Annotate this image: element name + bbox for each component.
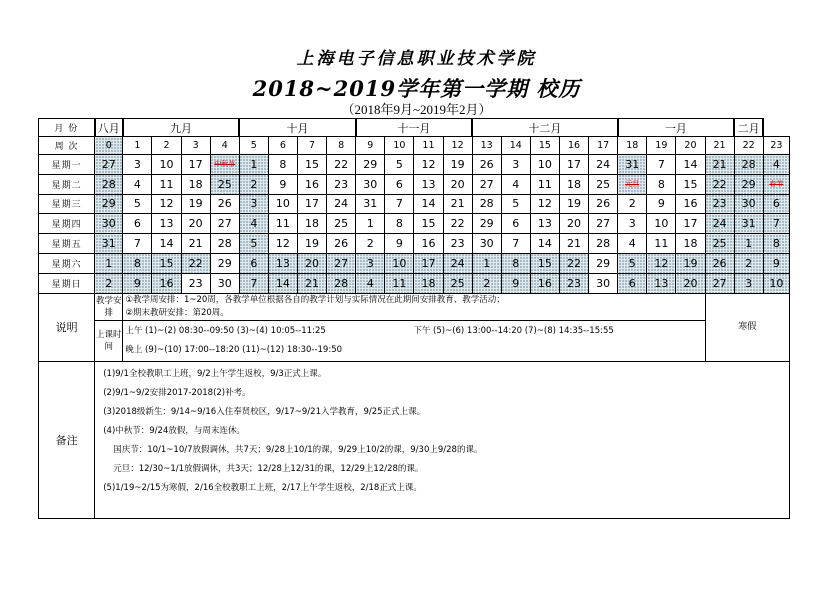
month-header: 二月 — [734, 119, 763, 137]
date-cell: 3 — [618, 214, 647, 234]
date-cell: 1 — [472, 253, 501, 273]
date-cell: 15 — [530, 253, 559, 273]
week-number: 16 — [559, 137, 588, 155]
date-cell: 10 — [268, 194, 297, 214]
date-cell: 3 — [734, 273, 763, 293]
date-cell: 10 — [385, 253, 414, 273]
school-name: 上海电子信息职业技术学院 — [296, 49, 537, 69]
date-cell: 7 — [385, 194, 414, 214]
date-cell: 12 — [152, 194, 181, 214]
date-cell: 2 — [734, 253, 763, 273]
winter-vacation: 寒假 — [705, 293, 789, 361]
date-cell: 3 — [239, 194, 268, 214]
date-cell: 12 — [414, 155, 443, 175]
date-cell: 2 — [95, 273, 123, 293]
date-cell: 7 — [763, 214, 789, 234]
date-cell: 23 — [559, 273, 588, 293]
date-cell: 15 — [297, 155, 326, 175]
date-cell: 28 — [472, 194, 501, 214]
date-cell: 30 — [734, 194, 763, 214]
remark-line: 元旦：12/30~1/1放假调休，共3天；12/28上12/31的课，12/29上12/28的课。 — [113, 463, 424, 474]
date-cell: 10 — [647, 214, 676, 234]
week-number: 4 — [210, 137, 239, 155]
date-cell: 15 — [152, 253, 181, 273]
date-cell: 9 — [647, 194, 676, 214]
week-number: 19 — [647, 137, 676, 155]
date-cell: 17 — [414, 253, 443, 273]
remark-line: (3)2018级新生：9/14~9/16入住奉贤校区，9/17~9/21入学教育，9/25正式上课。 — [103, 406, 426, 417]
date-cell: 5 — [239, 234, 268, 254]
weekday-label: 星期一 — [39, 155, 95, 175]
remarks-label: 备注 — [39, 361, 95, 518]
date-cell: 8 — [647, 174, 676, 194]
date-cell: 10 — [152, 155, 181, 175]
date-cell: 31 — [95, 234, 123, 254]
date-cell: 19 — [443, 155, 472, 175]
date-cell: 6 — [501, 214, 530, 234]
date-cell: 24 — [589, 155, 618, 175]
date-cell: 26 — [472, 155, 501, 175]
week-number: 9 — [356, 137, 385, 155]
week-number: 20 — [676, 137, 705, 155]
date-cell: 6 — [239, 253, 268, 273]
date-cell: 2 — [472, 273, 501, 293]
date-cell: 29 — [95, 194, 123, 214]
date-cell: 7 — [501, 234, 530, 254]
date-cell: 17 — [559, 155, 588, 175]
remarks-content — [95, 361, 790, 518]
week-number: 0 — [95, 137, 123, 155]
weekday-label: 星期五 — [39, 234, 95, 254]
date-cell: 8 — [763, 234, 789, 254]
date-cell: 29 — [356, 155, 385, 175]
date-cell: 23 — [443, 234, 472, 254]
date-cell: 19 — [181, 194, 210, 214]
date-cell: 30 — [95, 214, 123, 234]
remark-line: 国庆节：10/1~10/7放假调休，共7天；9/28上10/1的课，9/29上10/2的课，9/30上9/28的课。 — [113, 444, 483, 455]
date-cell: 28 — [327, 273, 356, 293]
date-cell: 14 — [530, 234, 559, 254]
date-cell: 2 — [356, 234, 385, 254]
week-number: 14 — [501, 137, 530, 155]
month-header: 九月 — [123, 119, 239, 137]
calendar-title: 2018~2019学年第一学期 校历 — [252, 76, 581, 101]
date-cell: 19 — [559, 194, 588, 214]
date-cell: 30 — [356, 174, 385, 194]
date-cell: 16 — [297, 174, 326, 194]
date-cell: 20 — [676, 273, 705, 293]
date-cell: 27 — [705, 273, 734, 293]
date-cell: 30 — [210, 273, 239, 293]
date-cell: 8 — [123, 253, 152, 273]
date-cell: 21 — [443, 194, 472, 214]
date-cell: 14 — [268, 273, 297, 293]
month-header: 一月 — [618, 119, 734, 137]
date-cell: 13 — [152, 214, 181, 234]
date-cell: 23 — [327, 174, 356, 194]
date-cell: 30 — [589, 273, 618, 293]
remark-line: (4)中秋节：9/24放假，与周末连休。 — [103, 425, 245, 436]
date-cell: 27 — [589, 214, 618, 234]
class-time-label: 上课时间 — [95, 320, 123, 361]
date-cell: 26 — [705, 253, 734, 273]
date-cell: 15 — [676, 174, 705, 194]
date-cell: 11 — [152, 174, 181, 194]
date-cell: 12 — [647, 253, 676, 273]
weekday-label: 星期三 — [39, 194, 95, 214]
date-cell: 25 — [443, 273, 472, 293]
week-number: 11 — [414, 137, 443, 155]
date-cell: 23 — [181, 273, 210, 293]
date-cell: 20 — [443, 174, 472, 194]
date-cell: 2 — [618, 194, 647, 214]
date-cell: 13 — [414, 174, 443, 194]
date-cell: 11 — [647, 234, 676, 254]
date-cell: 29 — [210, 253, 239, 273]
teach-line: ②期末教研安排：第20周。 — [125, 307, 229, 318]
date-cell: 26 — [589, 194, 618, 214]
holiday-cell: 中秋节 — [210, 155, 239, 175]
date-cell: 3 — [501, 155, 530, 175]
weekday-label: 星期四 — [39, 214, 95, 234]
week-number: 12 — [443, 137, 472, 155]
date-cell: 22 — [181, 253, 210, 273]
morning-schedule: 上午 (1)~(2) 08:30--09:50 (3)~(4) 10:05--11:25 — [125, 325, 326, 336]
weekday-label: 星期二 — [39, 174, 95, 194]
date-cell: 16 — [676, 194, 705, 214]
date-cell: 25 — [327, 214, 356, 234]
teach-label: 教学安排 — [95, 293, 123, 320]
weekday-label: 星期六 — [39, 253, 95, 273]
week-number: 2 — [152, 137, 181, 155]
date-cell: 13 — [647, 273, 676, 293]
date-cell: 25 — [589, 174, 618, 194]
class-time-content — [123, 320, 705, 361]
month-header: 八月 — [95, 119, 123, 137]
date-cell: 27 — [95, 155, 123, 175]
date-cell: 6 — [385, 174, 414, 194]
date-cell: 27 — [472, 174, 501, 194]
date-cell: 15 — [414, 214, 443, 234]
date-cell: 26 — [327, 234, 356, 254]
date-cell: 23 — [705, 194, 734, 214]
date-cell: 8 — [385, 214, 414, 234]
week-number: 13 — [472, 137, 501, 155]
teach-line: ①教学周安排：1~20周，各教学单位根据各自的教学计划与实际情况在此期间安排教育、教学活动； — [125, 294, 505, 305]
date-cell: 8 — [268, 155, 297, 175]
date-cell: 13 — [530, 214, 559, 234]
date-cell: 1 — [239, 155, 268, 175]
date-cell: 17 — [297, 194, 326, 214]
date-cell: 5 — [123, 194, 152, 214]
date-cell: 21 — [705, 155, 734, 175]
date-cell: 3 — [123, 155, 152, 175]
date-cell: 6 — [123, 214, 152, 234]
date-cell: 10 — [530, 155, 559, 175]
date-cell: 7 — [647, 155, 676, 175]
date-cell: 19 — [297, 234, 326, 254]
date-cell: 22 — [443, 214, 472, 234]
date-cell: 7 — [239, 273, 268, 293]
weekday-label: 星期日 — [39, 273, 95, 293]
date-cell: 28 — [734, 155, 763, 175]
month-header: 十一月 — [356, 119, 472, 137]
date-cell: 28 — [210, 234, 239, 254]
date-cell: 20 — [297, 253, 326, 273]
date-cell: 18 — [676, 234, 705, 254]
week-number: 1 — [123, 137, 152, 155]
date-cell: 29 — [472, 214, 501, 234]
date-cell: 17 — [676, 214, 705, 234]
week-number: 6 — [268, 137, 297, 155]
date-cell: 18 — [414, 273, 443, 293]
week-number: 17 — [589, 137, 618, 155]
week-number: 7 — [297, 137, 326, 155]
date-cell: 17 — [181, 155, 210, 175]
date-cell: 10 — [763, 273, 789, 293]
date-cell: 6 — [763, 194, 789, 214]
date-cell: 12 — [268, 234, 297, 254]
date-cell: 22 — [327, 155, 356, 175]
date-cell: 16 — [414, 234, 443, 254]
week-label: 周 次 — [39, 137, 95, 155]
date-cell: 14 — [152, 234, 181, 254]
week-number: 10 — [385, 137, 414, 155]
date-cell: 25 — [210, 174, 239, 194]
date-cell: 21 — [559, 234, 588, 254]
date-cell: 31 — [734, 214, 763, 234]
date-cell: 2 — [239, 174, 268, 194]
week-number: 3 — [181, 137, 210, 155]
holiday-cell: 元旦 — [618, 174, 647, 194]
date-cell: 28 — [95, 174, 123, 194]
holiday-cell: 春节 — [763, 174, 789, 194]
date-cell: 18 — [297, 214, 326, 234]
date-cell: 14 — [676, 155, 705, 175]
date-cell: 24 — [327, 194, 356, 214]
date-cell: 19 — [676, 253, 705, 273]
week-number: 22 — [734, 137, 763, 155]
date-cell: 24 — [705, 214, 734, 234]
date-cell: 4 — [356, 273, 385, 293]
date-cell: 8 — [501, 253, 530, 273]
date-cell: 7 — [123, 234, 152, 254]
date-cell: 4 — [501, 174, 530, 194]
date-cell: 4 — [239, 214, 268, 234]
date-cell: 21 — [181, 234, 210, 254]
remark-line: (2)9/1~9/2安排2017-2018(2)补考。 — [103, 387, 251, 398]
week-number: 5 — [239, 137, 268, 155]
month-header: 十二月 — [472, 119, 618, 137]
date-cell: 16 — [152, 273, 181, 293]
date-cell: 20 — [559, 214, 588, 234]
date-cell: 6 — [618, 273, 647, 293]
date-cell: 9 — [385, 234, 414, 254]
week-number: 23 — [763, 137, 789, 155]
teach-content — [123, 293, 705, 320]
week-number: 15 — [530, 137, 559, 155]
week-number: 8 — [327, 137, 356, 155]
date-cell: 24 — [443, 253, 472, 273]
date-cell: 1 — [356, 214, 385, 234]
month-label: 月 份 — [39, 119, 95, 137]
date-cell: 22 — [705, 174, 734, 194]
date-cell: 29 — [589, 253, 618, 273]
date-cell: 26 — [210, 194, 239, 214]
month-header: 十月 — [239, 119, 355, 137]
date-cell: 11 — [268, 214, 297, 234]
date-cell: 5 — [501, 194, 530, 214]
week-number: 21 — [705, 137, 734, 155]
date-cell: 11 — [385, 273, 414, 293]
date-cell: 9 — [763, 253, 789, 273]
date-cell: 9 — [501, 273, 530, 293]
date-cell: 11 — [530, 174, 559, 194]
date-cell: 4 — [123, 174, 152, 194]
week-number: 18 — [618, 137, 647, 155]
afternoon-schedule: 下午 (5)~(6) 13:00--14:20 (7)~(8) 14:35--15:55 — [413, 325, 614, 336]
date-cell: 18 — [181, 174, 210, 194]
notes-label: 说明 — [39, 293, 95, 361]
calendar-range: （2018年9月~2019年2月） — [341, 102, 492, 117]
date-cell: 9 — [123, 273, 152, 293]
date-cell: 1 — [734, 234, 763, 254]
date-cell: 3 — [356, 253, 385, 273]
date-cell: 1 — [95, 253, 123, 273]
remark-line: (5)1/19~2/15为寒假，2/16全校教职工上班，2/17上午学生返校，2/18正式上课。 — [103, 482, 422, 493]
date-cell: 5 — [385, 155, 414, 175]
calendar-table — [38, 118, 790, 519]
date-cell: 27 — [327, 253, 356, 273]
date-cell: 9 — [268, 174, 297, 194]
evening-schedule: 晚上 (9)~(10) 17:00--18:20 (11)~(12) 18:30--19:50 — [125, 344, 343, 355]
date-cell: 25 — [705, 234, 734, 254]
date-cell: 18 — [559, 174, 588, 194]
date-cell: 14 — [414, 194, 443, 214]
date-cell: 16 — [530, 273, 559, 293]
date-cell: 28 — [589, 234, 618, 254]
date-cell: 4 — [763, 155, 789, 175]
date-cell: 22 — [559, 253, 588, 273]
date-cell: 27 — [210, 214, 239, 234]
date-cell: 31 — [356, 194, 385, 214]
date-cell: 29 — [734, 174, 763, 194]
date-cell: 13 — [268, 253, 297, 273]
date-cell: 31 — [618, 155, 647, 175]
date-cell: 4 — [618, 234, 647, 254]
date-cell: 12 — [530, 194, 559, 214]
date-cell: 30 — [472, 234, 501, 254]
date-cell: 21 — [297, 273, 326, 293]
date-cell: 20 — [181, 214, 210, 234]
date-cell: 5 — [618, 253, 647, 273]
remark-line: (1)9/1全校教职工上班，9/2上午学生返校，9/3正式上课。 — [103, 368, 327, 379]
